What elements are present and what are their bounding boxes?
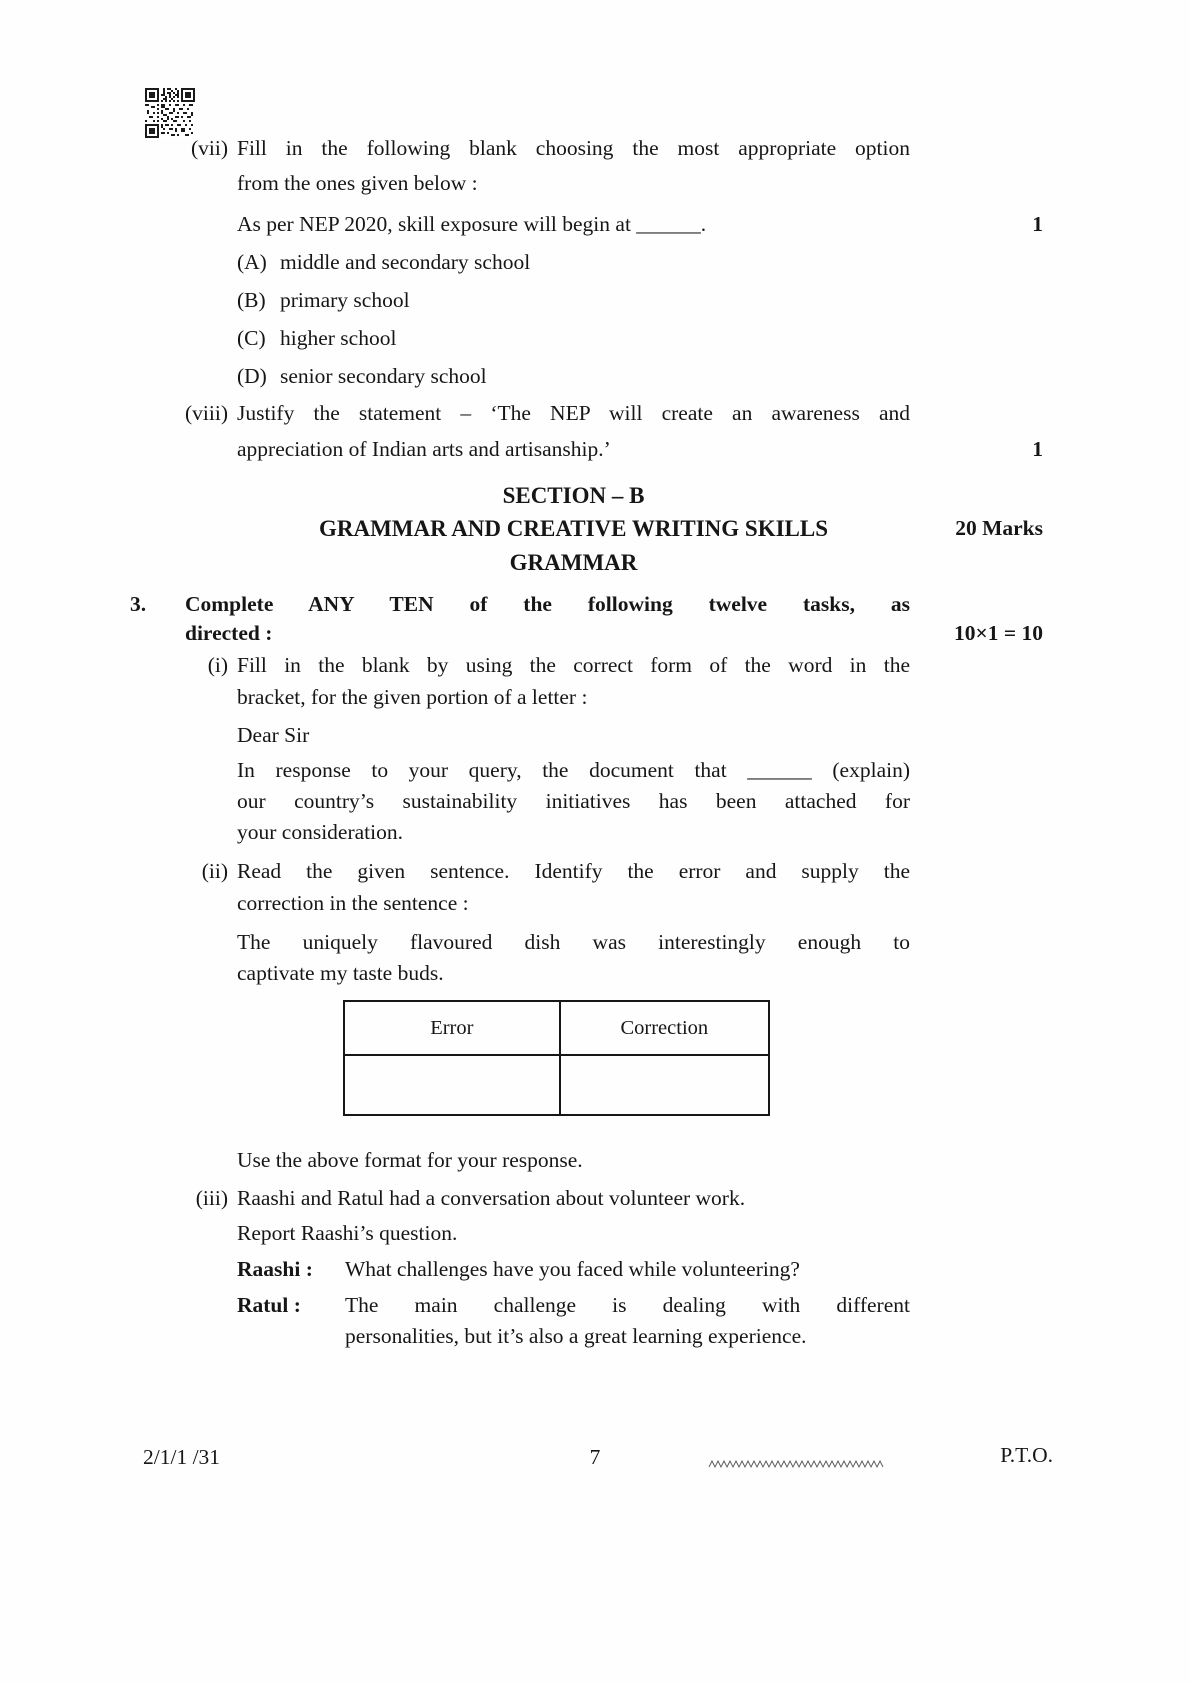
item-label: (vii) <box>190 136 228 160</box>
scribble-mark <box>707 1456 885 1472</box>
option-b <box>130 287 1043 314</box>
qr-code <box>145 88 195 138</box>
option-d <box>130 363 1043 390</box>
question-viii-line2: appreciation of Indian arts and artisanship.’ 1 <box>237 437 1043 461</box>
option-key: (C) <box>237 326 266 350</box>
marks-value: 10×1 = 10 <box>953 621 1043 645</box>
item-i-line1: (i) Fill in the blank by using the correct form of the word in the <box>130 652 1043 679</box>
marks-value: 1 <box>1032 437 1043 461</box>
option-a <box>130 249 1043 276</box>
question-vii-stem: As per NEP 2020, skill exposure will begin at ______. 1 <box>237 212 1043 236</box>
item-i-line2: bracket, for the given portion of a letter : <box>237 685 588 709</box>
letter-body-line2: our country’s sustainability initiatives has been attached for <box>237 789 910 813</box>
item-label: (viii) <box>185 401 228 425</box>
letter-body-line1: In response to your query, the document that ______ (explain) <box>237 758 910 782</box>
page-number: 7 <box>589 1445 601 1469</box>
question-3-heading-line2: directed : 10×1 = 10 <box>185 621 1043 645</box>
letter-body-line3: your consideration. <box>237 820 403 844</box>
option-text: middle and secondary school <box>280 250 531 274</box>
item-ii-line2: correction in the sentence : <box>237 891 469 915</box>
section-marks: 20 Marks <box>955 516 1043 540</box>
question-vii-line1: (vii) Fill in the following blank choosing the most appropriate option <box>130 135 1043 162</box>
dialogue-raashi <box>237 1256 910 1283</box>
item-label: (iii) <box>195 1186 228 1210</box>
question-number: 3. <box>130 592 147 616</box>
item-iii-line2: Report Raashi’s question. <box>237 1221 458 1245</box>
marks-value: 1 <box>1032 212 1043 236</box>
item-label: (i) <box>207 653 228 677</box>
dialogue-text: The main challenge is dealing with different <box>345 1293 910 1317</box>
paper-code: 2/1/1 /31 <box>143 1445 221 1469</box>
section-title: SECTION – B <box>502 483 645 508</box>
dialogue-ratul-line1 <box>237 1292 910 1319</box>
option-key: (D) <box>237 364 267 388</box>
option-text: primary school <box>280 288 410 312</box>
format-note: Use the above format for your response. <box>237 1148 583 1172</box>
option-key: (A) <box>237 250 267 274</box>
option-key: (B) <box>237 288 266 312</box>
option-text: higher school <box>280 326 397 350</box>
table-cell-empty <box>344 1055 560 1115</box>
option-text: senior secondary school <box>280 364 487 388</box>
letter-salutation: Dear Sir <box>237 723 310 747</box>
table-header-error: Error <box>344 1001 560 1055</box>
dialogue-text: personalities, but it’s also a great learning experience. <box>345 1324 807 1348</box>
speaker-name: Ratul : <box>237 1293 301 1317</box>
pto-label: P.T.O. <box>1000 1443 1053 1467</box>
error-correction-table <box>343 1000 770 1116</box>
table-header-correction: Correction <box>560 1001 769 1055</box>
question-viii-line1: (viii) Justify the statement – ‘The NEP will create an awareness and <box>130 400 1043 427</box>
speaker-name: Raashi : <box>237 1257 313 1281</box>
option-c <box>130 325 1043 352</box>
dialogue-ratul-line2 <box>237 1323 910 1350</box>
sentence-line2: captivate my taste buds. <box>237 961 444 985</box>
section-subheading: GRAMMAR <box>509 550 638 575</box>
item-iii-line1: (iii) Raashi and Ratul had a conversation about volunteer work. <box>130 1185 1043 1212</box>
section-subtitle: GRAMMAR AND CREATIVE WRITING SKILLS <box>318 516 829 541</box>
sentence-line1: The uniquely flavoured dish was interestingly enough to <box>237 930 910 954</box>
item-label: (ii) <box>201 859 228 883</box>
question-vii-line2: from the ones given below : <box>237 171 478 195</box>
question-3-heading-line1: 3. Complete ANY TEN of the following twelve tasks, as <box>130 592 910 616</box>
item-ii-line1: (ii) Read the given sentence. Identify the error and supply the <box>130 858 1043 885</box>
dialogue-text: What challenges have you faced while volunteering? <box>345 1257 800 1281</box>
table-cell-empty <box>560 1055 769 1115</box>
